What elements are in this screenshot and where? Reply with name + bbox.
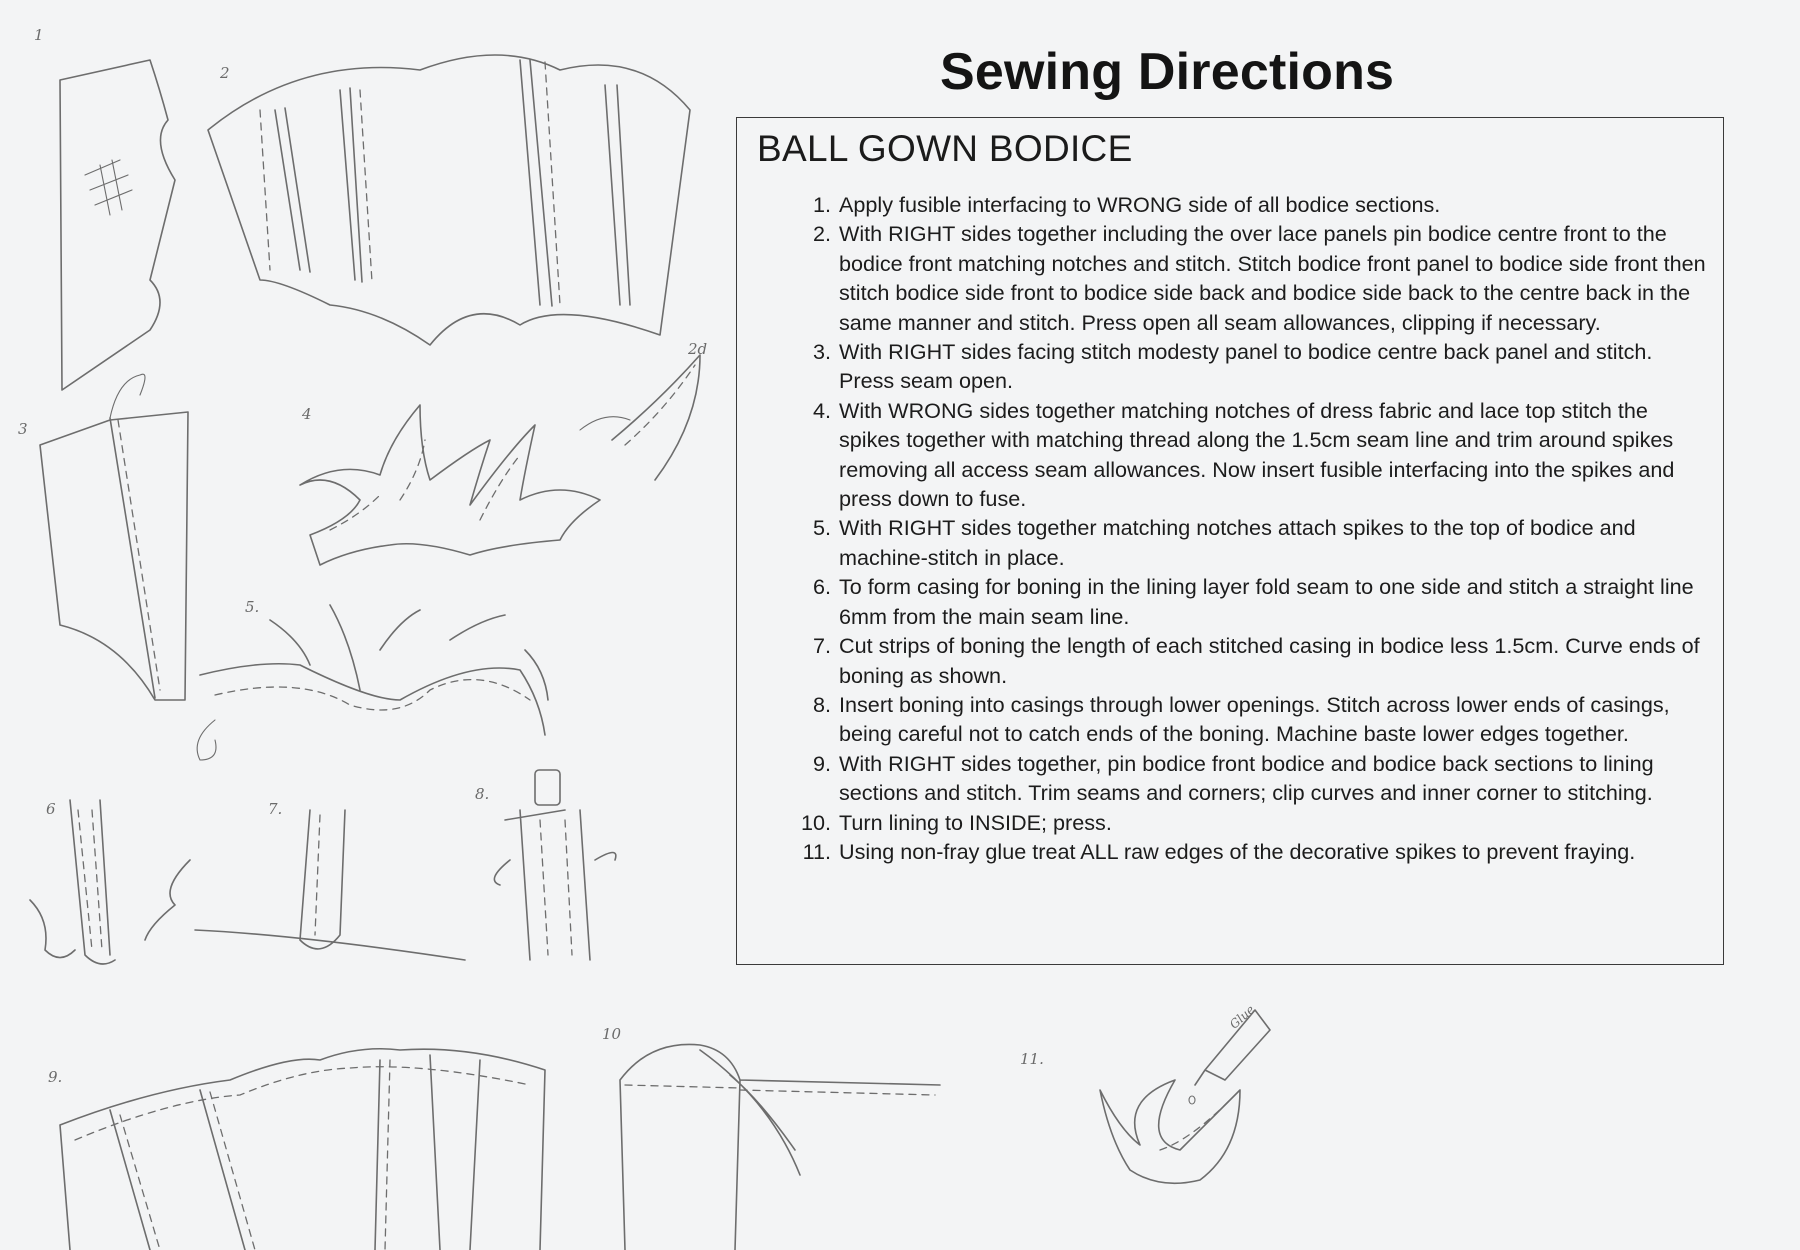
step-text: Turn lining to INSIDE; press. (839, 809, 1112, 835)
figure-2d-spike-sketch (580, 355, 700, 480)
figure-label-9: 9. (48, 1068, 63, 1086)
step-number: 11. (802, 838, 831, 864)
figure-label-1: 1 (34, 26, 44, 44)
figure-label-5: 5. (245, 598, 260, 616)
glue-bottle-label: Glue (1226, 1002, 1258, 1032)
step-number: 4. (812, 397, 831, 423)
step-text: With RIGHT sides together including the over lace panels pin bodice centre front to the bodice front matching notches and stitch. Stitch bodice front panel to bodice side front then stitch bodice side front to bodice side back and bodice side back to the centre back in the same manner and stitch. Press open all seam allowances, clipping if necessary. (839, 221, 1706, 335)
section-title: BALL GOWN BODICE (757, 128, 1133, 169)
step-number: 6. (812, 574, 831, 600)
figure-label-2d: 2d (688, 340, 708, 358)
step-item (793, 808, 1709, 837)
figure-11-glue-sketch (1100, 1010, 1270, 1183)
figure-label-6: 6 (46, 800, 56, 818)
step-number: 7. (812, 633, 831, 659)
step-item (793, 572, 1709, 631)
step-text: Insert boning into casings through lower openings. Stitch across lower ends of casings, being careful not to catch ends of the boning. Machine baste lower edges together. (839, 691, 1670, 747)
figure-label-2: 2 (220, 64, 230, 82)
instructions-box (736, 117, 1724, 965)
step-item (793, 219, 1709, 337)
figure-2-bodice-sketch (208, 55, 690, 345)
step-text: Using non-fray glue treat ALL raw edges of the decorative spikes to prevent fraying. (839, 838, 1636, 864)
figure-3-modesty-panel-sketch (40, 374, 188, 700)
figure-label-3: 3 (18, 420, 28, 438)
figure-9-lining-sketch (60, 1049, 545, 1250)
step-item (793, 749, 1709, 808)
figure-label-7: 7. (268, 800, 283, 818)
page-title: Sewing Directions (940, 43, 1395, 101)
step-text: To form casing for boning in the lining layer fold seam to one side and stitch a straight line 6mm from the main seam line. (839, 574, 1694, 629)
step-number: 1. (812, 192, 831, 217)
figure-8-boning-insert-sketch (494, 770, 615, 960)
step-number: 5. (812, 515, 831, 541)
step-text: With RIGHT sides together matching notches attach spikes to the top of bodice and machine-stitch in place. (839, 515, 1636, 570)
step-item (793, 631, 1709, 690)
figure-10-turn-lining-sketch (620, 1044, 940, 1250)
step-item (793, 690, 1709, 749)
figure-label-4: 4 (302, 405, 312, 423)
step-number: 9. (812, 750, 831, 776)
figure-label-10: 10 (602, 1025, 622, 1043)
step-number: 10. (800, 809, 831, 835)
step-number: 2. (812, 221, 831, 247)
figure-1-panel-sketch (60, 60, 175, 390)
figure-7-boning-sketch (195, 810, 465, 960)
step-item (793, 190, 1709, 219)
step-item (793, 337, 1709, 396)
steps-list (793, 190, 1709, 866)
step-text: Cut strips of boning the length of each stitched casing in bodice less 1.5cm. Curve ends of boning as shown. (839, 633, 1700, 688)
step-text: With WRONG sides together matching notches of dress fabric and lace top stitch the spikes together with matching thread along the 1.5cm seam line and trim around spikes removing all access seam allowances. Now insert fusible interfacing into the spikes and press down to fuse. (839, 397, 1675, 512)
step-item (793, 513, 1709, 572)
figure-label-11: 11. (1020, 1050, 1044, 1068)
figure-6-casing-sketch (30, 800, 190, 964)
step-text: With RIGHT sides facing stitch modesty panel to bodice centre back panel and stitch. Press seam open. (839, 339, 1653, 394)
figure-5-bodice-spikes-sketch (197, 605, 548, 760)
step-number: 8. (812, 691, 831, 717)
step-item (793, 837, 1709, 866)
figure-label-8: 8. (475, 785, 490, 803)
step-number: 3. (812, 339, 831, 365)
step-text: Apply fusible interfacing to WRONG side of all bodice sections. (839, 192, 1441, 217)
step-text: With RIGHT sides together, pin bodice front bodice and bodice back sections to lining sections and stitch. Trim seams and corners; clip curves and inner corner to stitching. (839, 750, 1654, 806)
step-item (793, 396, 1709, 514)
figure-4-spikes-sketch (300, 405, 600, 565)
